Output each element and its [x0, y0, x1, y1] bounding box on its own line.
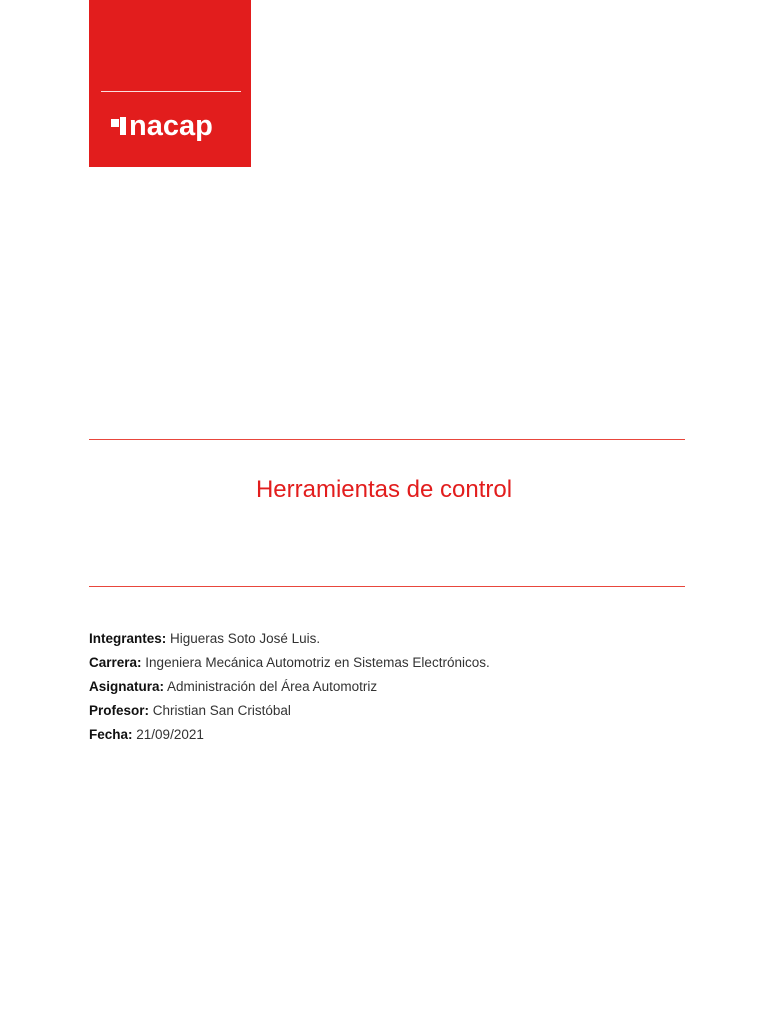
info-label: Profesor: [89, 703, 150, 718]
info-label: Fecha: [89, 727, 133, 742]
inacap-logo-block [89, 0, 251, 167]
info-row-integrantes [89, 627, 490, 651]
title-bottom-rule [89, 586, 685, 587]
logo-divider [101, 91, 241, 92]
document-info [89, 627, 490, 747]
info-value: Ingeniera Mecánica Automotriz en Sistemas Electrónicos. [145, 655, 490, 670]
info-row-fecha [89, 723, 490, 747]
info-label: Asignatura: [89, 679, 165, 694]
info-row-asignatura [89, 675, 490, 699]
info-label: Integrantes: [89, 631, 167, 646]
document-title: Herramientas de control [255, 476, 513, 503]
inacap-logo [111, 110, 213, 142]
info-value: Higueras Soto José Luis. [170, 631, 321, 646]
logo-text: nacap [129, 110, 213, 142]
logo-stem-icon [120, 117, 126, 135]
info-value: Administración del Área Automotriz [167, 679, 378, 694]
info-row-profesor [89, 699, 490, 723]
logo-square-icon [111, 119, 119, 127]
info-label: Carrera: [89, 655, 142, 670]
info-value: 21/09/2021 [136, 727, 204, 742]
title-top-rule [89, 439, 685, 440]
info-row-carrera [89, 651, 490, 675]
info-value: Christian San Cristóbal [152, 703, 291, 718]
